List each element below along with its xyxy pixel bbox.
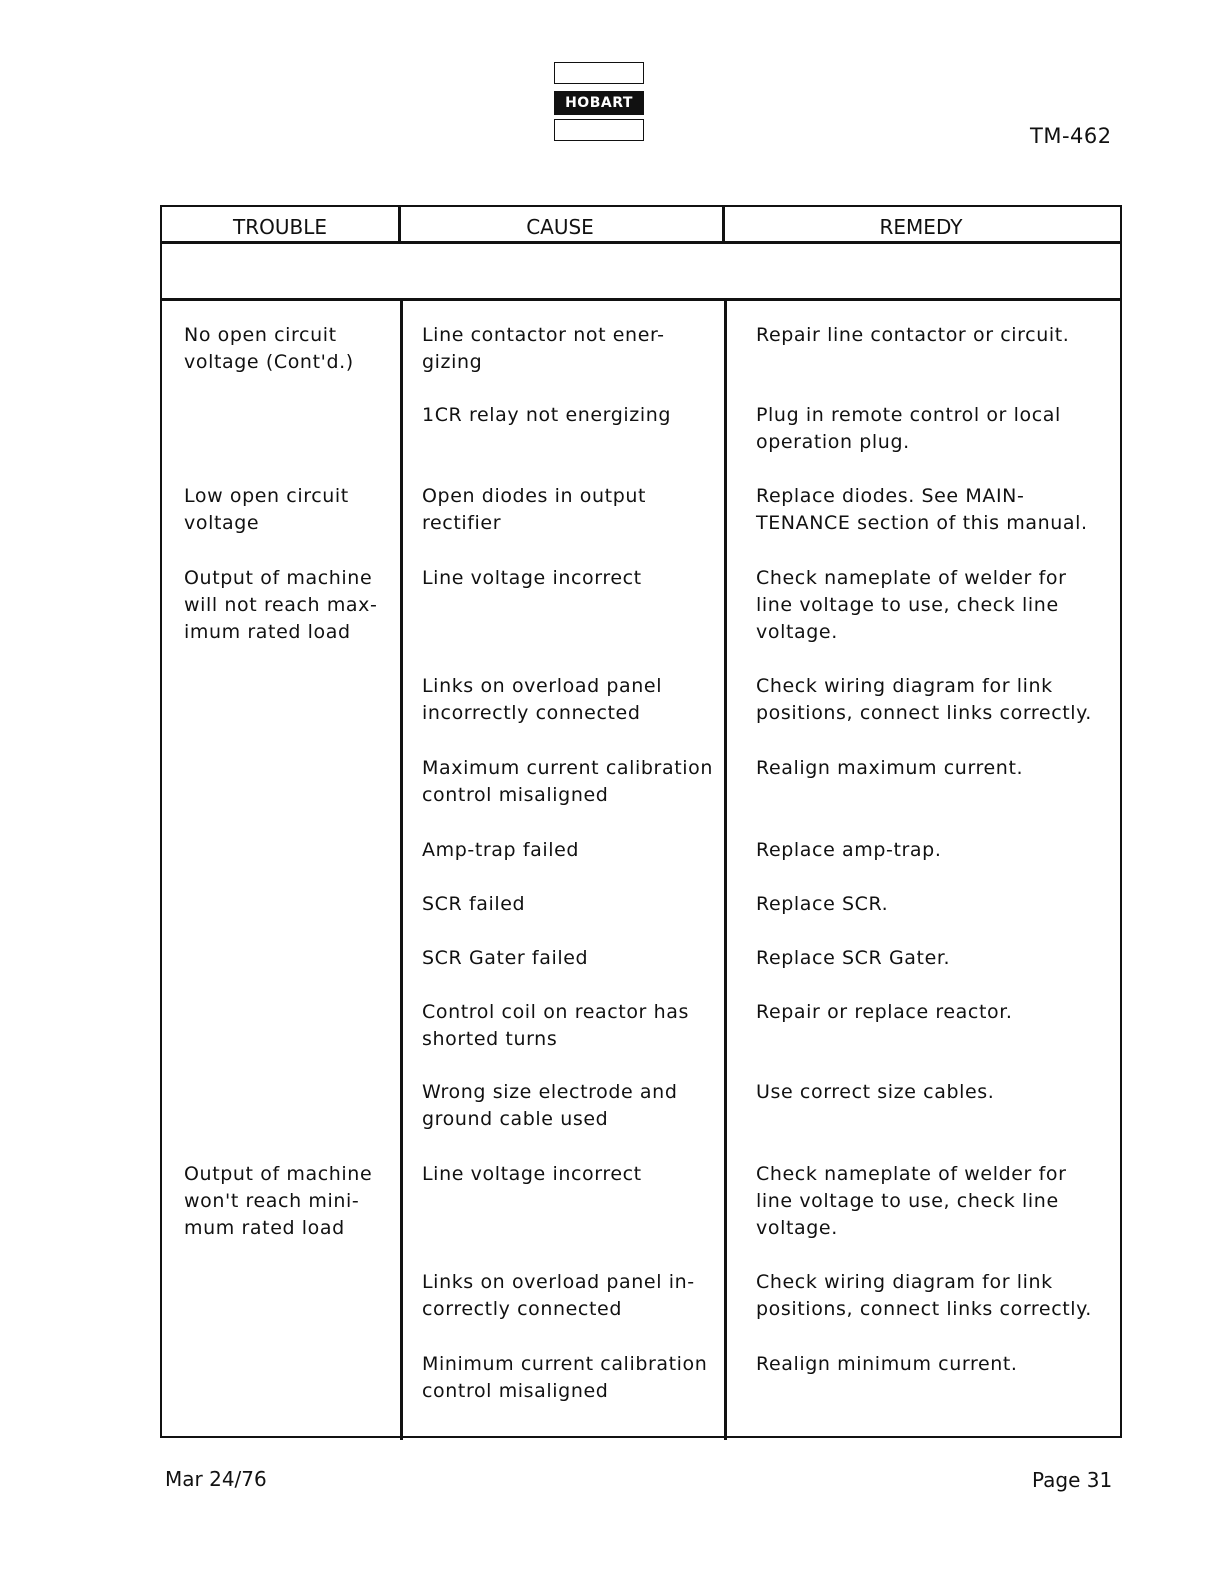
remedy-cell: positions, connect links correctly. [756,702,1092,724]
remedy-cell: positions, connect links correctly. [756,1298,1092,1320]
cause-cell: Wrong size electrode and [422,1081,678,1103]
trouble-cell: Low open circuit [184,485,349,507]
column-header-trouble: TROUBLE [233,215,327,239]
remedy-cell: Check nameplate of welder for [756,1163,1067,1185]
cause-cell: Open diodes in output [422,485,647,507]
header-column-divider-2 [722,207,725,243]
remedy-cell: voltage. [756,1217,838,1239]
remedy-cell: Use correct size cables. [756,1081,995,1103]
header-divider [162,241,1120,244]
spacer-divider [162,298,1120,301]
body-column-divider-1 [400,300,403,1440]
cause-cell: Amp-trap failed [422,839,580,861]
remedy-cell: Realign minimum current. [756,1353,1018,1375]
cause-cell: incorrectly connected [422,702,641,724]
remedy-cell: Replace SCR. [756,893,889,915]
cause-cell: rectifier [422,512,502,534]
cause-cell: gizing [422,351,483,373]
column-header-cause: CAUSE [526,215,594,239]
troubleshooting-table [160,205,1122,1438]
page-number: Page 31 [1032,1468,1113,1492]
logo-brand-text: HOBART [554,91,644,115]
remedy-cell: Plug in remote control or local [756,404,1061,426]
cause-cell: SCR Gater failed [422,947,589,969]
remedy-cell: line voltage to use, check line [756,594,1059,616]
cause-cell: ground cable used [422,1108,609,1130]
remedy-cell: Replace amp-trap. [756,839,942,861]
cause-cell: Minimum current calibration [422,1353,708,1375]
header-column-divider-1 [398,207,401,243]
trouble-cell: imum rated load [184,621,351,643]
trouble-cell: voltage [184,512,260,534]
cause-cell: Control coil on reactor has [422,1001,689,1023]
remedy-cell: line voltage to use, check line [756,1190,1059,1212]
remedy-cell: TENANCE section of this manual. [756,512,1088,534]
remedy-cell: Check nameplate of welder for [756,567,1067,589]
logo-bottom-box [554,119,644,141]
trouble-cell: won't reach mini- [184,1190,360,1212]
remedy-cell: Check wiring diagram for link [756,675,1053,697]
logo-top-box [554,62,644,84]
cause-cell: Links on overload panel [422,675,663,697]
hobart-logo [554,62,644,142]
cause-cell: 1CR relay not energizing [422,404,672,426]
remedy-cell: Repair or replace reactor. [756,1001,1013,1023]
cause-cell: Line contactor not ener- [422,324,665,346]
remedy-cell: voltage. [756,621,838,643]
trouble-cell: will not reach max- [184,594,378,616]
document-number: TM-462 [1030,124,1112,148]
trouble-cell: Output of machine [184,1163,373,1185]
cause-cell: SCR failed [422,893,526,915]
remedy-cell: Check wiring diagram for link [756,1271,1053,1293]
trouble-cell: mum rated load [184,1217,345,1239]
cause-cell: control misaligned [422,784,609,806]
cause-cell: shorted turns [422,1028,558,1050]
column-header-remedy: REMEDY [879,215,963,239]
remedy-cell: Repair line contactor or circuit. [756,324,1070,346]
trouble-cell: Output of machine [184,567,373,589]
remedy-cell: Replace SCR Gater. [756,947,951,969]
cause-cell: Line voltage incorrect [422,1163,642,1185]
remedy-cell: operation plug. [756,431,910,453]
revision-date: Mar 24/76 [165,1467,267,1491]
cause-cell: Line voltage incorrect [422,567,642,589]
cause-cell: correctly connected [422,1298,622,1320]
cause-cell: control misaligned [422,1380,609,1402]
body-column-divider-2 [724,300,727,1440]
trouble-cell: voltage (Cont'd.) [184,351,354,373]
remedy-cell: Realign maximum current. [756,757,1024,779]
remedy-cell: Replace diodes. See MAIN- [756,485,1025,507]
trouble-cell: No open circuit [184,324,337,346]
cause-cell: Maximum current calibration [422,757,713,779]
cause-cell: Links on overload panel in- [422,1271,695,1293]
